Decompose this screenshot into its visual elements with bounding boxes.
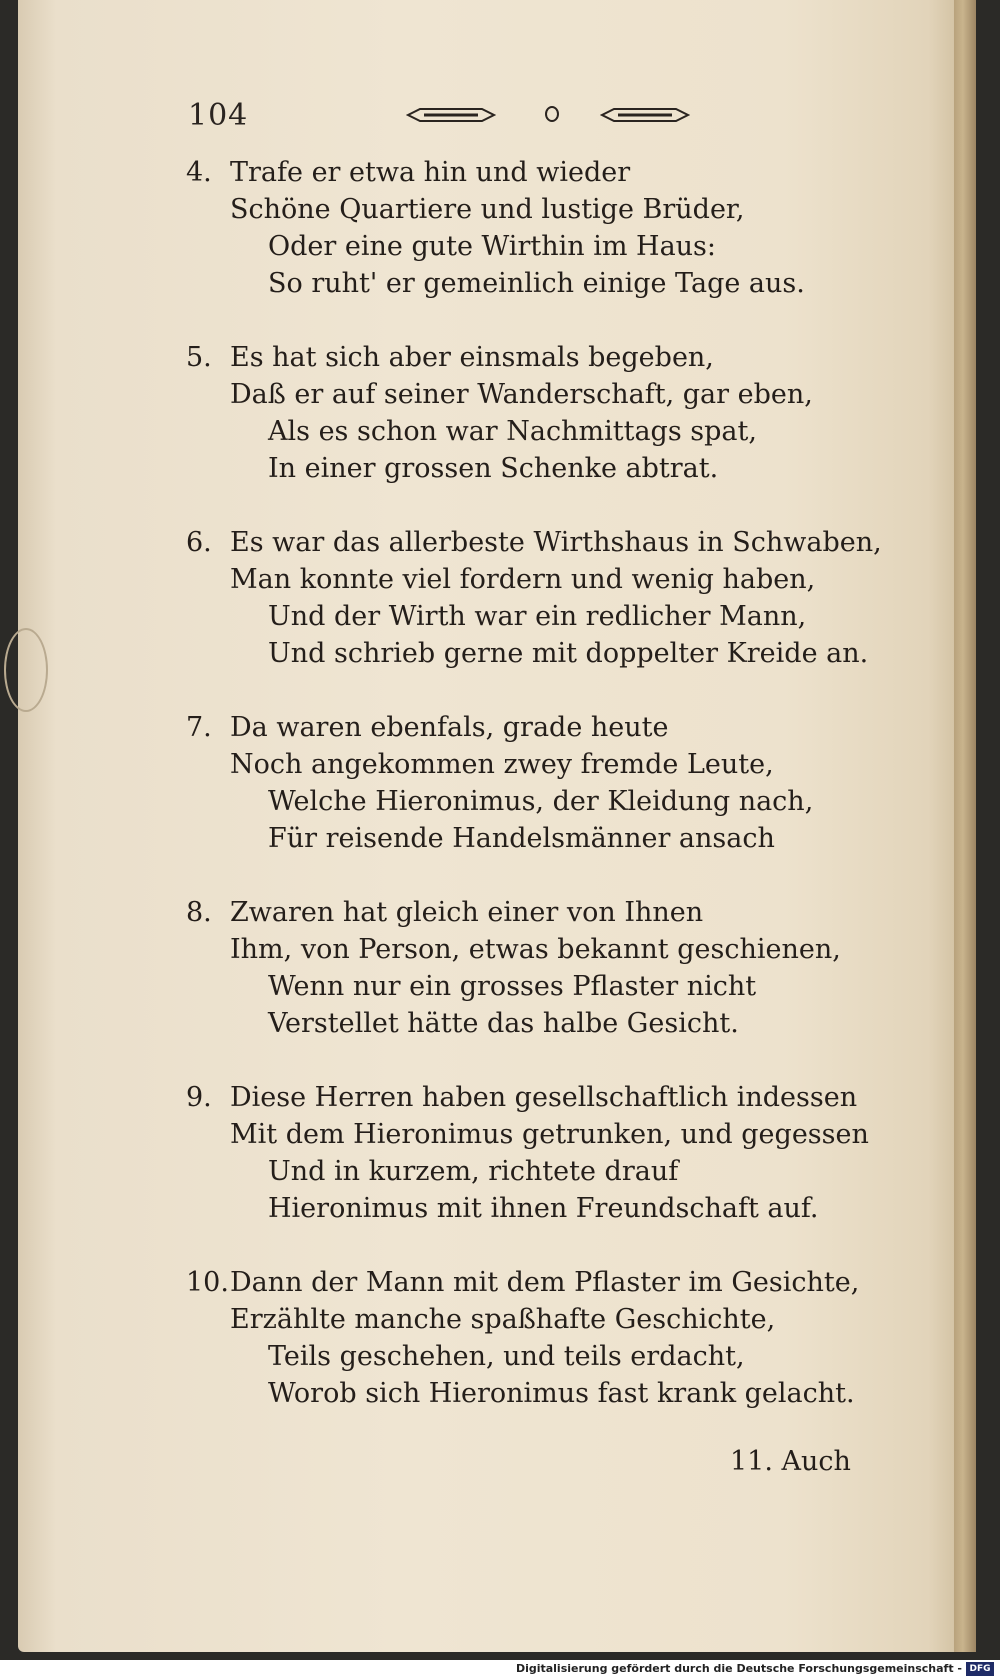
stanza-7 bbox=[186, 709, 946, 857]
stanza-number: 8. bbox=[186, 897, 212, 928]
stanza-line: 8. Zwaren hat gleich einer von Ihnen bbox=[186, 894, 946, 931]
stanza-line: 4. Trafe er etwa hin und wieder bbox=[186, 154, 946, 191]
stanza-line: 5. Es hat sich aber einsmals begeben, bbox=[186, 339, 946, 376]
stanza-line: Oder eine gute Wirthin im Haus: bbox=[268, 231, 717, 262]
book-page bbox=[18, 0, 976, 1652]
stanza-line: Für reisende Handelsmänner ansach bbox=[268, 823, 775, 854]
stanza-line: 6. Es war das allerbeste Wirthshaus in Schwaben, bbox=[186, 524, 946, 561]
stanza-line: Und schrieb gerne mit doppelter Kreide an. bbox=[268, 638, 869, 669]
stanza-line: Daß er auf seiner Wanderschaft, gar eben, bbox=[230, 379, 813, 410]
page-number: 104 bbox=[188, 98, 249, 133]
stanza-6 bbox=[186, 524, 946, 672]
stanza-line: 9. Diese Herren haben gesellschaftlich indessen bbox=[186, 1079, 946, 1116]
stanza-8 bbox=[186, 894, 946, 1042]
stanza-line: Hieronimus mit ihnen Freundschaft auf. bbox=[268, 1193, 819, 1224]
stanza-line: So ruht' er gemeinlich einige Tage aus. bbox=[268, 268, 805, 299]
stanza-number: 7. bbox=[186, 712, 212, 743]
stanza-line: Als es schon war Nachmittags spat, bbox=[268, 416, 757, 447]
stanza-number: 10. bbox=[186, 1267, 229, 1298]
header-ornament-right bbox=[600, 108, 690, 122]
stanza-line: Noch angekommen zwey fremde Leute, bbox=[230, 749, 774, 780]
stanza-line: Welche Hieronimus, der Kleidung nach, bbox=[268, 786, 814, 817]
stanza-number: 6. bbox=[186, 527, 212, 558]
stanza-line: Ihm, von Person, etwas bekannt geschienen, bbox=[230, 934, 841, 965]
stanza-10 bbox=[186, 1264, 946, 1412]
stanza-line: Man konnte viel fordern und wenig haben, bbox=[230, 564, 816, 595]
stanza-line: Mit dem Hieronimus getrunken, und gegessen bbox=[230, 1119, 869, 1150]
dfg-logo: DFG bbox=[966, 1662, 994, 1676]
stanza-line: Worob sich Hieronimus fast krank gelacht. bbox=[268, 1378, 855, 1409]
poem-body bbox=[186, 154, 946, 1449]
stanza-line: Schöne Quartiere und lustige Brüder, bbox=[230, 194, 745, 225]
header-ornament-left bbox=[406, 108, 496, 122]
stanza-line: Und der Wirth war ein redlicher Mann, bbox=[268, 601, 807, 632]
binding-notch bbox=[4, 628, 48, 712]
stanza-line: Wenn nur ein grosses Pflaster nicht bbox=[268, 971, 757, 1002]
stanza-line: 7. Da waren ebenfals, grade heute bbox=[186, 709, 946, 746]
stanza-5 bbox=[186, 339, 946, 487]
catchword: 11. Auch bbox=[730, 1446, 851, 1477]
stanza-number: 5. bbox=[186, 342, 212, 373]
stanza-4 bbox=[186, 154, 946, 302]
stanza-line: Erzählte manche spaßhafte Geschichte, bbox=[230, 1304, 776, 1335]
funding-credit: Digitalisierung gefördert durch die Deutsche Forschungsgemeinschaft - bbox=[515, 1662, 962, 1675]
digitization-footer bbox=[0, 1660, 1000, 1680]
stanza-number: 9. bbox=[186, 1082, 212, 1113]
stanza-line: 10.Dann der Mann mit dem Pflaster im Gesichte, bbox=[186, 1264, 946, 1301]
stanza-line: Verstellet hätte das halbe Gesicht. bbox=[268, 1008, 739, 1039]
stanza-number: 4. bbox=[186, 157, 212, 188]
page-header bbox=[188, 98, 708, 138]
stanza-9 bbox=[186, 1079, 946, 1227]
stanza-line: In einer grossen Schenke abtrat. bbox=[268, 453, 719, 484]
stanza-line: Teils geschehen, und teils erdacht, bbox=[268, 1341, 745, 1372]
stanza-line: Und in kurzem, richtete drauf bbox=[268, 1156, 679, 1187]
page-fore-edge bbox=[954, 0, 976, 1652]
header-ornament-center bbox=[545, 106, 559, 122]
